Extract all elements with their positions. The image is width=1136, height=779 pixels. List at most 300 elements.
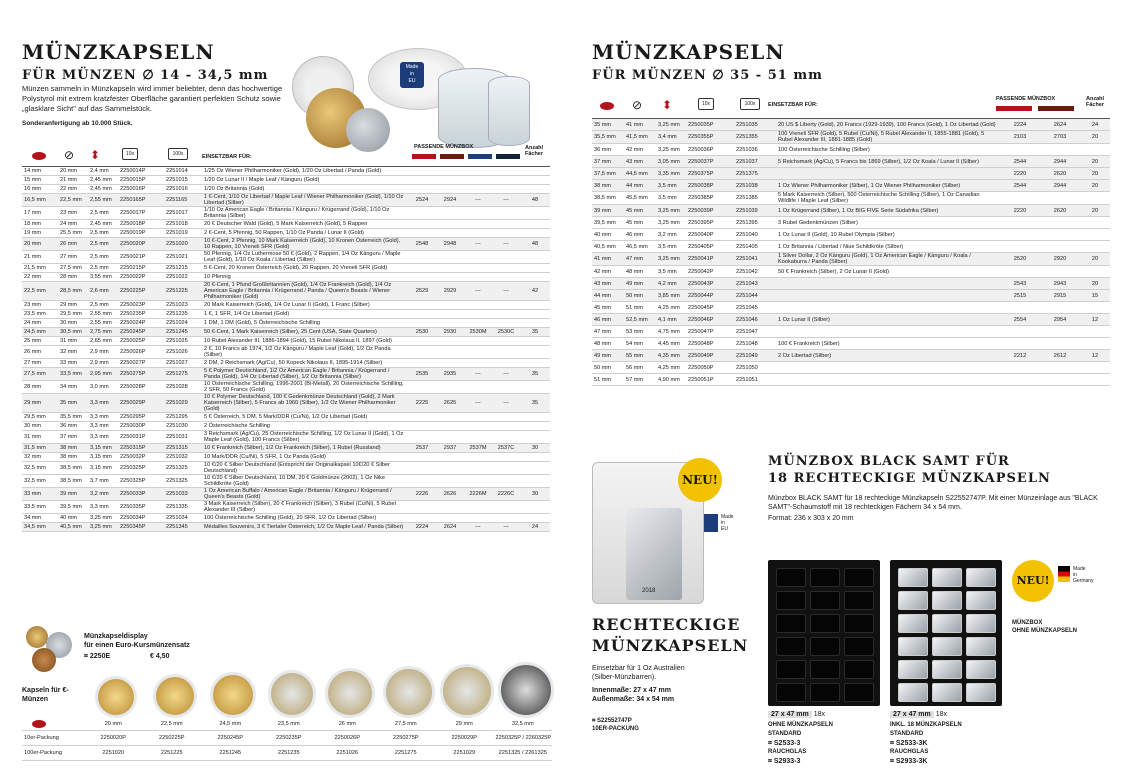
insert-for-cell: 1/25 Oz Wiener Philharmoniker (Gold), 1/20 Oz Libertad / Panda (Gold)	[202, 167, 408, 176]
height-cell: 2,6 mm	[88, 282, 118, 301]
capsule-diameter-cell: 29,5 mm	[22, 413, 58, 422]
box-red-cell	[408, 310, 436, 319]
pack-article-cell: 2251020	[84, 746, 143, 761]
height-cell: 3,3 mm	[88, 431, 118, 444]
insert-for-cell: 1/20 Oz Lunar II / Maple Leaf / Känguru (Gold)	[202, 176, 408, 185]
box-blue-cell	[464, 359, 492, 368]
box-red-cell	[408, 251, 436, 264]
box-brown-cell	[436, 229, 464, 238]
outer-diameter-cell: 33 mm	[58, 359, 88, 368]
outer-diameter-cell: 35 mm	[58, 394, 88, 413]
box-navy-cell	[492, 220, 520, 229]
size-cell: 29 mm	[435, 718, 494, 731]
pack10-article-cell: 2250385P	[686, 192, 734, 205]
tray-slot	[932, 614, 962, 633]
right-smoke-value: S2933-3K	[895, 758, 928, 765]
pack100-article-cell: 2251295	[164, 413, 202, 422]
table-row	[22, 185, 550, 194]
insert-for-cell: 3 Reichsmark (Ag/Cu), 25 Österreichische Schilling, 1/2 Oz Lunar II (Gold), 1 Oz Maple Leaf (Gold), 100 Francs (Silber)	[202, 431, 408, 444]
box-navy-cell: 2226C	[492, 488, 520, 501]
box-blue-cell	[464, 381, 492, 394]
capsule-diameter-cell: 46 mm	[592, 314, 624, 326]
tray-slot	[844, 614, 874, 633]
tray-count-cell	[520, 319, 550, 328]
tray-count-cell	[520, 185, 550, 194]
height-cell: 2,55 mm	[88, 310, 118, 319]
pack10-article-cell: 2250335P	[118, 501, 164, 514]
tray-count-cell	[1080, 374, 1110, 386]
box-brown-cell	[436, 207, 464, 220]
box-blue-cell	[464, 462, 492, 475]
tray-count-cell: 20	[1080, 180, 1110, 192]
pack10-icon: 10x	[698, 98, 714, 110]
box-red-cell	[408, 207, 436, 220]
outer-diameter-cell: 45 mm	[624, 205, 656, 217]
box-red-cell: 2225	[408, 394, 436, 413]
outer-diameter-cell: 29,5 mm	[58, 310, 88, 319]
outer-diameter-cell: 43 mm	[624, 156, 656, 168]
table-row	[592, 119, 1110, 131]
box-brown-cell: 2954	[1040, 314, 1080, 326]
insert-for-cell: 1 Oz Wiener Philharmoniker (Silber), 1 Oz Wiener Philharmoniker (Silber)	[776, 180, 1000, 192]
box-navy-cell: 2537C	[492, 444, 520, 453]
box-red-cell: 2212	[1000, 350, 1040, 362]
box-red-cell	[1000, 302, 1040, 314]
tray-count-cell: 12	[1080, 350, 1110, 362]
samt-title-2: 18 RECHTECKIGE MÜNZKAPSELN	[768, 471, 1051, 486]
capsule-diameter-cell: 40 mm	[592, 229, 624, 241]
pack10-article-cell: 2250225P	[118, 282, 164, 301]
box-brown-cell: 2703	[1040, 131, 1080, 144]
box-blue-cell	[464, 310, 492, 319]
table-row	[592, 278, 1110, 290]
outer-diameter-cell: 35,5 mm	[58, 413, 88, 422]
box-brown-cell	[436, 422, 464, 431]
tray-slot	[966, 568, 996, 587]
germany-flag-icon	[1058, 566, 1070, 582]
outer-diameter-cell: 31 mm	[58, 337, 88, 346]
pack100-article-cell: 2251041	[734, 253, 776, 266]
height-cell: 3,3 mm	[88, 501, 118, 514]
tray-slot	[776, 683, 806, 702]
pack10-article-cell: 2250044P	[686, 290, 734, 302]
box-navy-cell	[492, 273, 520, 282]
pack-article-cell: 2250029P	[435, 731, 494, 746]
outer-diameter-cell: 38,5 mm	[58, 462, 88, 475]
box-brown-cell	[436, 514, 464, 523]
pack100-icon: 100x	[168, 148, 188, 160]
height-cell: 3,25 mm	[88, 514, 118, 523]
box-red-cell	[408, 319, 436, 328]
box-red-cell: 2515	[1000, 290, 1040, 302]
capsule-diameter-cell: 22,5 mm	[22, 282, 58, 301]
tray-slot	[776, 614, 806, 633]
pack-article-cell: 2251235	[260, 746, 319, 761]
height-cell: 2,9 mm	[88, 359, 118, 368]
table-row	[592, 266, 1110, 278]
height-cell: 4,1 mm	[656, 314, 686, 326]
pack-article-cell: 2251275	[377, 746, 436, 761]
capsule-diameter-cell: 48 mm	[592, 338, 624, 350]
box-red-cell	[408, 514, 436, 523]
box-brown-cell	[436, 462, 464, 475]
capsule-diameter-cell: 27 mm	[22, 359, 58, 368]
height-cell: 3,2 mm	[88, 488, 118, 501]
tray-slot	[898, 614, 928, 633]
pack100-article-cell: 2251245	[164, 328, 202, 337]
capsule-diameter-cell: 14 mm	[22, 167, 58, 176]
box-brown-cell	[436, 337, 464, 346]
height-cell: 4,45 mm	[656, 338, 686, 350]
table-row	[22, 368, 550, 381]
tray-slot	[844, 660, 874, 679]
size-cell: 26 mm	[318, 718, 377, 731]
pack10-article-cell: 2250325P	[118, 475, 164, 488]
tray-count-cell	[520, 220, 550, 229]
insert-for-cell	[776, 290, 1000, 302]
table-row	[592, 253, 1110, 266]
pack100-article-cell: 2251325	[164, 462, 202, 475]
box-brown-cell: 2620	[1040, 168, 1080, 180]
made-line: in	[1073, 572, 1077, 578]
table-row	[22, 207, 550, 220]
tray-count-cell	[1080, 229, 1110, 241]
tray-count-cell	[1080, 217, 1110, 229]
pack10-article-cell: 2250235P	[118, 310, 164, 319]
pack10-article-cell: 2250245P	[118, 328, 164, 337]
insert-for-cell: 1 Oz Lunar II (Silber)	[776, 314, 1000, 326]
box-color-brown	[1038, 106, 1074, 111]
outer-diameter-cell: 21 mm	[58, 176, 88, 185]
rect-inner: Innenmaße: 27 x 47 mm	[592, 687, 671, 694]
height-cell: 4,2 mm	[656, 278, 686, 290]
outer-diameter-cell: 28 mm	[58, 273, 88, 282]
outer-diameter-cell: 57 mm	[624, 374, 656, 386]
silver-bar	[626, 508, 682, 600]
right-title: MÜNZKAPSELN	[592, 40, 785, 64]
table-row	[22, 501, 550, 514]
coin-in-capsule	[498, 662, 554, 718]
tray-slot	[898, 660, 928, 679]
box-red-cell	[408, 453, 436, 462]
box-red-cell	[408, 229, 436, 238]
pack100-article-cell: 2251355	[734, 131, 776, 144]
right-table-header	[592, 94, 1110, 119]
pack10-article-cell: 2250040P	[686, 229, 734, 241]
tray-slot	[810, 637, 840, 656]
height-cell: 2,9 mm	[88, 346, 118, 359]
right-smoke	[890, 757, 927, 766]
box-blue-cell	[464, 319, 492, 328]
table-row	[592, 338, 1110, 350]
pack-article-cell: 2250225P	[143, 731, 202, 746]
box-brown-cell	[1040, 217, 1080, 229]
left-title: MÜNZKAPSELN	[22, 40, 215, 64]
height-cell: 3,5 mm	[656, 192, 686, 205]
box-red-cell: 2220	[1000, 205, 1040, 217]
box-brown-cell	[1040, 374, 1080, 386]
table-row	[592, 131, 1110, 144]
pack10-article-cell: 2250039P	[686, 205, 734, 217]
height-cell: 3,3 mm	[88, 413, 118, 422]
insert-for-cell: 2 Österreichische Schilling	[202, 422, 408, 431]
insert-for-cell: 20 € Deutscher Wald (Gold), 5 Mark Kaiserreich (Gold), 5 Rappen	[202, 220, 408, 229]
capsule-diameter-cell: 27,5 mm	[22, 368, 58, 381]
pack100-article-cell: 2251020	[164, 238, 202, 251]
pack100-article-cell: 2251335	[164, 501, 202, 514]
tray-count-cell: 24	[1080, 119, 1110, 131]
capsule-diameter-cell: 37 mm	[592, 156, 624, 168]
outer-diameter-cell: 22 mm	[58, 185, 88, 194]
box-navy-cell	[492, 207, 520, 220]
outer-diameter-cell: 23 mm	[58, 207, 88, 220]
box-navy-cell	[492, 462, 520, 475]
insert-for-cell: 100 € Frankreich (Silber)	[776, 338, 1000, 350]
capsule-diameter-cell: 36 mm	[592, 144, 624, 156]
article-icon: ⌗	[84, 653, 90, 660]
box-blue-cell: 2226M	[464, 488, 492, 501]
new-badge: NEU!	[1012, 560, 1054, 602]
box-red-cell	[408, 337, 436, 346]
pack10-article-cell: 2250315P	[118, 444, 164, 453]
height-cell: 4,25 mm	[656, 302, 686, 314]
pack100-article-cell: 2251037	[734, 156, 776, 168]
pack10-article-cell: 2250215P	[118, 264, 164, 273]
outer-diameter-cell: 30 mm	[58, 319, 88, 328]
pack-article-cell: 2251225	[143, 746, 202, 761]
table-row	[22, 431, 550, 444]
table-row	[22, 282, 550, 301]
coin-in-capsule	[95, 676, 137, 718]
height-cell: 3,3 mm	[88, 394, 118, 413]
outer-diameter-cell: 39 mm	[58, 488, 88, 501]
capsule-diameter-cell: 15 mm	[22, 176, 58, 185]
left-std-value: S2533-3	[773, 740, 801, 747]
pack10-article-cell: 2250375P	[686, 168, 734, 180]
insert-for-cell: 3 Mark Kaiserreich (Silber), 20 € Frankreich (Silber), 3 Rubel (Cu/Ni), 5 Rubel Alexander III (Silber)	[202, 501, 408, 514]
capsule-diameter-cell: 39,5 mm	[592, 217, 624, 229]
size-label-cell	[22, 718, 84, 731]
box-red-cell: 2548	[408, 238, 436, 251]
tray-count-cell	[520, 310, 550, 319]
pack10-article-cell: 2250029P	[118, 394, 164, 413]
box-red-cell	[408, 301, 436, 310]
height-cell: 2,65 mm	[88, 337, 118, 346]
box-red-cell	[408, 413, 436, 422]
left-smoke-label: RAUCHGLAS	[768, 749, 807, 755]
outer-diameter-cell: 27,5 mm	[58, 264, 88, 273]
pack10-article-cell: 2250023P	[118, 301, 164, 310]
insert-for-cell: Médailles Souvenirs, 3 € Tiertaler Österreich, 1/2 Oz Maple Leaf / Panda (Silber)	[202, 523, 408, 532]
capsule-diameter-cell: 33,5 mm	[22, 501, 58, 514]
insert-for-cell: 2 DM, 2 Reichsmark (Ag/Cu), 50 Kopeck Nikolaus II, 1895-1914 (Silber)	[202, 359, 408, 368]
left-size: 27 x 47 mm	[768, 711, 812, 718]
tray-count-cell	[1080, 362, 1110, 374]
tray-slot	[810, 568, 840, 587]
tray-count-cell	[520, 346, 550, 359]
outer-diameter-cell: 41 mm	[624, 119, 656, 131]
insert-for-cell: 50 Pfennig, 1/4 Oz Luthermose 50 € (Gold), 2 Rappen, 1/4 Oz Känguru / Maple Leaf (Gold), 1/10 Oz Koala / Libertad (Silber)	[202, 251, 408, 264]
tray-count-cell	[520, 514, 550, 523]
height-cell: 3,25 mm	[88, 523, 118, 532]
size-cell: 22,5 mm	[143, 718, 202, 731]
made-line: EU	[721, 526, 728, 532]
pack100-article-cell: 2251036	[734, 144, 776, 156]
height-cell: 3,7 mm	[88, 475, 118, 488]
table-row	[592, 192, 1110, 205]
tray-slot	[898, 591, 928, 610]
box-red-cell	[408, 501, 436, 514]
tray-count-cell	[520, 337, 550, 346]
box-blue-cell	[464, 251, 492, 264]
size-cell: 20 mm	[84, 718, 143, 731]
rect-pack: 10ER-PACKUNG	[592, 726, 639, 732]
capsule-diameter-cell: 37,5 mm	[592, 168, 624, 180]
pack10-article-cell: 2250165P	[118, 194, 164, 207]
outer-diameter-cell: 53 mm	[624, 326, 656, 338]
pack100-article-cell: 2251042	[734, 266, 776, 278]
box-red-cell	[408, 346, 436, 359]
pack100-article-cell: 2251275	[164, 368, 202, 381]
box-navy-cell: ---	[492, 282, 520, 301]
coin-in-capsule	[210, 672, 256, 718]
height-cell: 2,5 mm	[88, 264, 118, 273]
new-badge: NEU!	[678, 458, 722, 502]
height-cell: 2,5 mm	[88, 229, 118, 238]
insert-for-cell: 10 € Frankreich (Silber), 1/2 Oz Frankreich (Silber), 1 Rubel (Russland)	[202, 444, 408, 453]
pack10-article-cell: 2250395P	[686, 217, 734, 229]
left-subtitle: FÜR MÜNZEN ∅ 14 - 34,5 mm	[22, 68, 269, 83]
tray-count-cell	[520, 413, 550, 422]
display-subtitle: für einen Euro-Kursmünzensatz	[84, 642, 190, 649]
tray-count-cell	[520, 462, 550, 475]
box-blue-cell: ---	[464, 194, 492, 207]
box-brown-cell: 2920	[1040, 253, 1080, 266]
box-navy-cell	[492, 167, 520, 176]
table-row	[22, 220, 550, 229]
capsule-diameter-cell: 24,5 mm	[22, 328, 58, 337]
pack-label-cell: 100er-Packung	[22, 746, 84, 761]
capsule-diameter-cell: 25 mm	[22, 337, 58, 346]
left-count: 18x	[813, 711, 825, 718]
tray-count-cell: 42	[520, 282, 550, 301]
insert-for-cell: 1 Silver Dollar, 2 Oz Känguru (Gold), 1 Oz American Eagle / Känguru / Koala / Kookaburra / Panda (Silber)	[776, 253, 1000, 266]
tray-slot	[776, 568, 806, 587]
pack100-article-cell: 2251043	[734, 278, 776, 290]
box-blue-cell	[464, 207, 492, 220]
pack10-article-cell: 2250275P	[118, 368, 164, 381]
outer-diameter-cell: 30,5 mm	[58, 328, 88, 337]
insert-for-cell	[776, 168, 1000, 180]
article-icon: ⌗	[592, 718, 598, 724]
outer-diameter-cell: 40 mm	[58, 514, 88, 523]
rect-outer: Außenmaße: 34 x 54 mm	[592, 696, 675, 703]
box-red-cell	[408, 462, 436, 475]
tray-count-cell	[1080, 192, 1110, 205]
pack10-article-cell: 2250045P	[686, 302, 734, 314]
box-color-brown	[440, 154, 464, 159]
box-navy-cell: ---	[492, 394, 520, 413]
box-navy-cell	[492, 301, 520, 310]
insert-for-cell: 10 €-Cent, 2 Pfennig, 10 Mark Kaiserreich (Gold), 10 Kronen Österreich (Gold), 10 Rappen, 10 Vreneli SFR (Gold)	[202, 238, 408, 251]
pack100-article-cell: 2251021	[164, 251, 202, 264]
pack100-article-cell: 2251395	[734, 217, 776, 229]
pack-article-cell: 2251026	[318, 746, 377, 761]
coin-shape	[32, 648, 56, 672]
outer-diameter-cell: 51 mm	[624, 302, 656, 314]
badge-line: Made	[405, 64, 419, 70]
box-navy-cell: ---	[492, 194, 520, 207]
box-navy-cell	[492, 475, 520, 488]
outer-diameter-cell: 45 mm	[624, 217, 656, 229]
tray-count-cell: 24	[520, 523, 550, 532]
box-red-cell	[408, 185, 436, 194]
box-blue-cell	[464, 346, 492, 359]
rect-article-value: S22552747P	[597, 718, 632, 724]
left-variant-label: OHNE MÜNZKAPSELN	[768, 722, 834, 728]
height-cell: 2,5 mm	[88, 238, 118, 251]
outer-diameter-cell: 47 mm	[624, 253, 656, 266]
box-red-cell: 2520	[1000, 253, 1040, 266]
pack10-article-cell: 2250015P	[118, 176, 164, 185]
box-red-cell	[408, 220, 436, 229]
tray-slot	[844, 637, 874, 656]
pack100-article-cell: 2251046	[734, 314, 776, 326]
box-brown-cell	[1040, 144, 1080, 156]
capsule-diameter-cell: 29 mm	[22, 394, 58, 413]
pack10-article-cell: 2250042P	[686, 266, 734, 278]
table-row	[592, 326, 1110, 338]
table-row	[592, 180, 1110, 192]
box-navy-cell	[492, 319, 520, 328]
insert-header: EINSETZBAR FÜR:	[768, 102, 818, 108]
height-cell: 3,4 mm	[656, 131, 686, 144]
capsule-diameter-cell: 51 mm	[592, 374, 624, 386]
height-cell: 3,25 mm	[656, 144, 686, 156]
capsule-diameter-cell: 31 mm	[22, 431, 58, 444]
outer-diameter-icon: ⊘	[632, 98, 643, 112]
box-red-cell: 2544	[1000, 180, 1040, 192]
rect-title-1: RECHTECKIGE	[592, 615, 741, 634]
tray-count-cell	[520, 176, 550, 185]
table-row	[592, 374, 1110, 386]
pack10-article-cell: 2250035P	[686, 119, 734, 131]
capsule-diameter-cell: 16 mm	[22, 185, 58, 194]
pack10-article-cell: 2250022P	[118, 273, 164, 282]
tray-count-cell	[520, 167, 550, 176]
outer-diameter-cell: 38 mm	[58, 444, 88, 453]
capsule-diameter-cell: 16,5 mm	[22, 194, 58, 207]
outer-diameter-cell: 37 mm	[58, 431, 88, 444]
box-blue-cell	[464, 453, 492, 462]
box-brown-cell	[436, 381, 464, 394]
outer-diameter-cell: 38 mm	[58, 453, 88, 462]
box-color-navy	[496, 154, 520, 159]
insert-for-cell: 10 € Polymer Deutschland, 100 € Gedenkmünze Deutschland (Gold), 2 Mark Kaiserreich (Silber), 5 Francs ab 1960 (Silber), 1/2 Oz Wiener Philharmoniker (Gold)	[202, 394, 408, 413]
height-cell: 2,45 mm	[88, 185, 118, 194]
samt-box-caption-1: MÜNZBOX	[1012, 620, 1043, 626]
table-row	[22, 394, 550, 413]
box-brown-cell	[436, 319, 464, 328]
outer-diameter-cell: 25,5 mm	[58, 229, 88, 238]
insert-for-cell: 1 Oz Britannia / Libertad / Niue Schildkröte (Silber)	[776, 241, 1000, 253]
box-brown-cell	[436, 310, 464, 319]
left-std-label: STANDARD	[768, 731, 802, 737]
box-header: PASSENDE MÜNZBOX	[996, 96, 1056, 102]
size-cell: 24,5 mm	[201, 718, 260, 731]
tray-slot	[932, 591, 962, 610]
outer-diameter-cell: 20 mm	[58, 167, 88, 176]
